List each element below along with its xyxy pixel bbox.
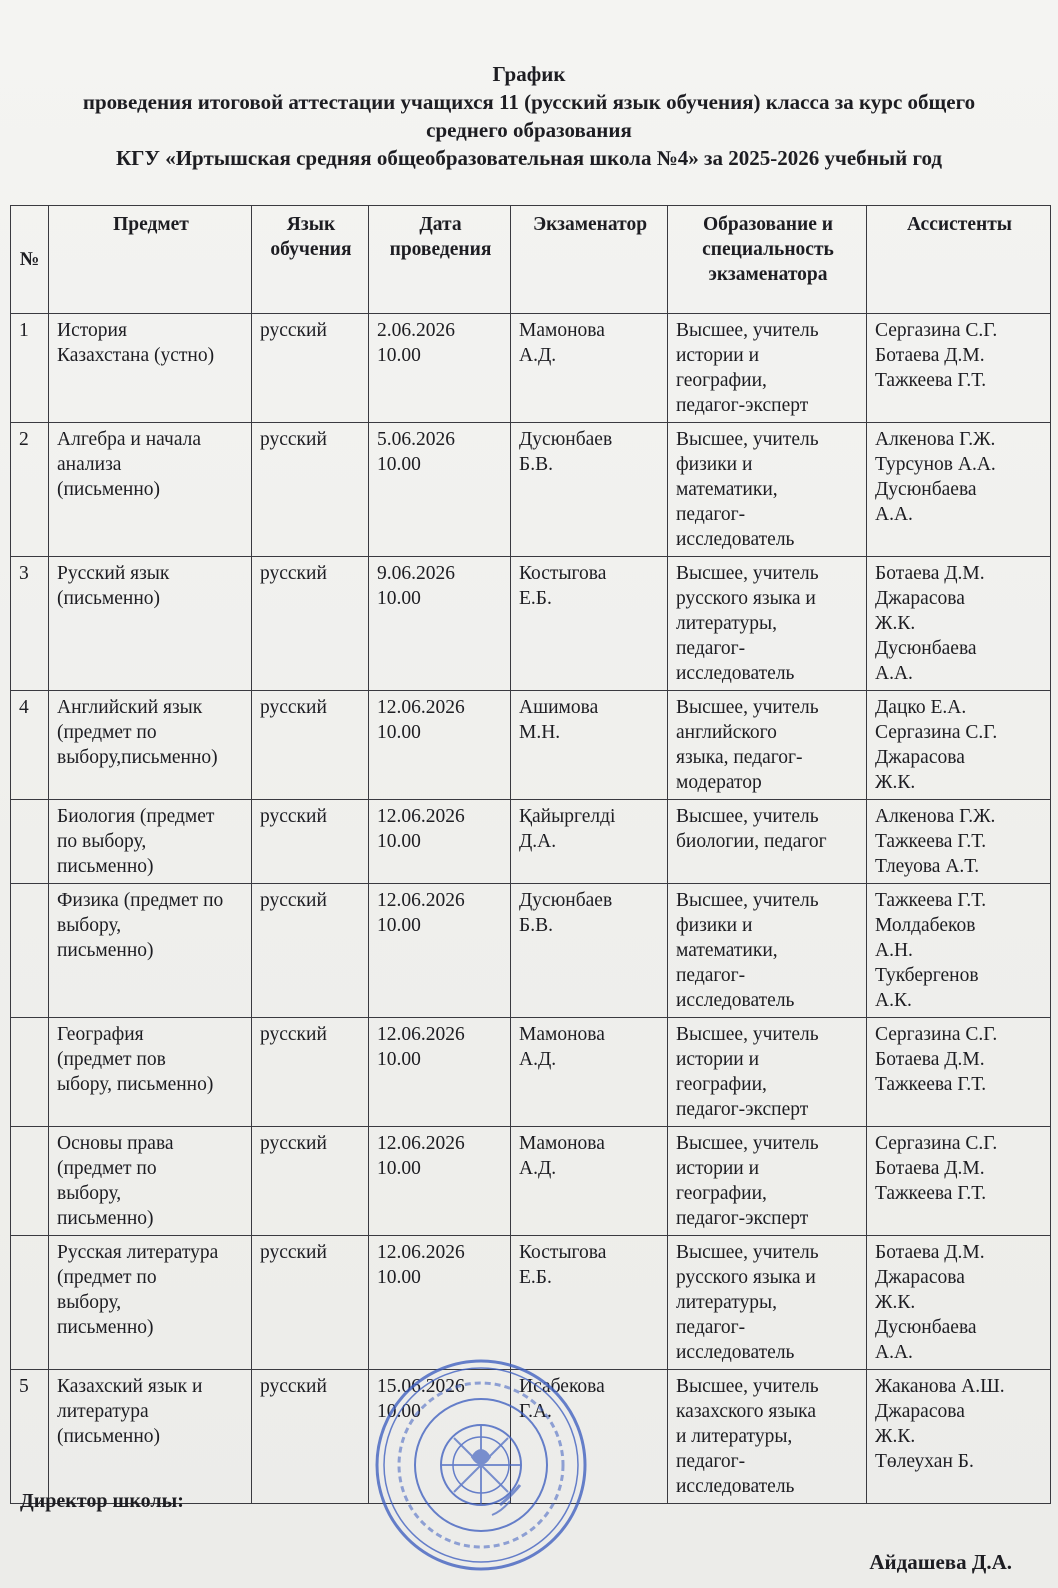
subject-cell	[49, 691, 252, 800]
education-cell-line: Высшее, учитель	[676, 1242, 819, 1263]
examiner-cell-line: Е.Б.	[519, 588, 552, 609]
education-cell-line: исследователь	[676, 663, 795, 684]
table-row	[11, 423, 1051, 557]
subject-cell-line: (предмет пов	[57, 1049, 166, 1070]
education-cell-line: литературы,	[676, 613, 777, 634]
header-label-line: Образование и	[702, 214, 834, 235]
header-label-line: Язык	[286, 214, 336, 235]
table-row	[11, 884, 1051, 1018]
subject-cell	[49, 557, 252, 691]
education-cell-line: литературы,	[676, 1292, 777, 1313]
date-cell-line: 10.00	[377, 1267, 421, 1288]
date-cell	[369, 1127, 511, 1236]
examiner-cell-line: Ашимова	[519, 697, 599, 718]
row-number	[11, 1127, 49, 1236]
date-cell-line: 12.06.2026	[377, 890, 465, 911]
assistants-cell-line: Джарасова	[875, 1401, 965, 1422]
subject-cell-line: выбору,	[57, 1292, 122, 1313]
official-seal-stamp	[372, 1355, 590, 1575]
table-body	[11, 314, 1051, 1504]
header-label-line: проведения	[389, 239, 492, 260]
assistants-cell	[867, 884, 1051, 1018]
education-cell-line: истории и	[676, 1049, 760, 1070]
education-cell-line: Высшее, учитель	[676, 320, 819, 341]
assistants-cell-line: Джарасова	[875, 588, 965, 609]
examiner-cell-line: А.Д.	[519, 1158, 557, 1179]
assistants-cell-line: Төлеухан Б.	[875, 1451, 974, 1472]
language-cell: русский	[252, 884, 369, 1018]
examiner-cell	[511, 884, 668, 1018]
examiner-cell	[511, 314, 668, 423]
date-cell-line: 15.06.2026	[377, 1376, 465, 1397]
header-assistants	[867, 206, 1051, 314]
assistants-cell-line: Сергазина С.Г.	[875, 1133, 998, 1154]
education-cell-line: русского языка и	[676, 588, 816, 609]
examiner-cell-line: Дусюнбаев	[519, 429, 613, 450]
education-cell-line: педагог-	[676, 1451, 746, 1472]
education-cell	[668, 691, 867, 800]
education-cell-line: Высшее, учитель	[676, 563, 819, 584]
education-cell-line: педагог-	[676, 638, 746, 659]
examiner-cell	[511, 557, 668, 691]
subject-cell-line: ыбору, письменно)	[57, 1074, 214, 1095]
examiner-cell-line: Б.В.	[519, 915, 553, 936]
date-cell-line: 12.06.2026	[377, 697, 465, 718]
assistants-cell-line: А.А.	[875, 663, 913, 684]
education-cell-line: языка, педагог-	[676, 747, 803, 768]
document-subtitle-line1: проведения итоговой аттестации учащихся 11 (русский язык обучения) класса за курс общего	[82, 90, 976, 114]
subject-cell	[49, 884, 252, 1018]
assistants-cell-line: Алкенова Г.Ж.	[875, 806, 996, 827]
date-cell-line: 10.00	[377, 1401, 421, 1422]
subject-cell-line: литература	[57, 1401, 149, 1422]
subject-cell	[49, 1370, 252, 1504]
subject-cell-line: Английский язык	[57, 697, 203, 718]
date-cell-line: 10.00	[377, 1049, 421, 1070]
education-cell-line: исследователь	[676, 1476, 795, 1497]
education-cell-line: казахского языка	[676, 1401, 817, 1422]
education-cell-line: математики,	[676, 940, 778, 961]
assistants-cell-line: Тажкеева Г.Т.	[875, 1074, 987, 1095]
language-cell: русский	[252, 314, 369, 423]
education-cell-line: истории и	[676, 1158, 760, 1179]
education-cell-line: педагог-эксперт	[676, 395, 809, 416]
assistants-cell-line: Джарасова	[875, 747, 965, 768]
assistants-cell-line: Ж.К.	[875, 1426, 916, 1447]
date-cell	[369, 423, 511, 557]
date-cell-line: 10.00	[377, 588, 421, 609]
assistants-cell-line: Дусюнбаева	[875, 638, 977, 659]
education-cell-line: математики,	[676, 479, 778, 500]
assistants-cell-line: А.А.	[875, 1342, 913, 1363]
assistants-cell-line: Ботаева Д.М.	[875, 1158, 985, 1179]
assistants-cell	[867, 1127, 1051, 1236]
assistants-cell-line: Тукбергенов	[875, 965, 979, 986]
examiner-cell-line: Мамонова	[519, 320, 605, 341]
date-cell-line: 10.00	[377, 831, 421, 852]
subject-cell-line: Казахский язык и	[57, 1376, 203, 1397]
subject-cell	[49, 1018, 252, 1127]
row-number	[11, 1236, 49, 1370]
date-cell-line: 12.06.2026	[377, 806, 465, 827]
date-cell	[369, 884, 511, 1018]
subject-cell-line: (предмет по	[57, 722, 157, 743]
subject-cell	[49, 800, 252, 884]
assistants-cell	[867, 423, 1051, 557]
assistants-cell	[867, 557, 1051, 691]
examiner-cell	[511, 1127, 668, 1236]
date-cell-line: 5.06.2026	[377, 429, 455, 450]
row-number: 1	[11, 314, 49, 423]
assistants-cell-line: Сергазина С.Г.	[875, 722, 998, 743]
subject-cell-line: письменно)	[57, 940, 154, 961]
header-label-line: обучения	[270, 239, 352, 260]
date-cell-line: 10.00	[377, 345, 421, 366]
subject-cell-line: Русская литература	[57, 1242, 219, 1263]
exam-schedule-table	[10, 205, 1051, 1504]
date-cell	[369, 800, 511, 884]
row-number	[11, 800, 49, 884]
subject-cell	[49, 1127, 252, 1236]
assistants-cell	[867, 314, 1051, 423]
examiner-cell	[511, 800, 668, 884]
row-number: 3	[11, 557, 49, 691]
education-cell-line: Высшее, учитель	[676, 1024, 819, 1045]
subject-cell-line: выбору,письменно)	[57, 747, 218, 768]
examiner-cell-line: Е.Б.	[519, 1267, 552, 1288]
subject-cell-line: Казахстана (устно)	[57, 345, 215, 366]
examiner-cell	[511, 691, 668, 800]
subject-cell-line: (предмет по	[57, 1158, 157, 1179]
assistants-cell-line: Жаканова А.Ш.	[875, 1376, 1005, 1397]
education-cell-line: Высшее, учитель	[676, 1376, 819, 1397]
subject-cell	[49, 1236, 252, 1370]
header-label-line: Ассистенты	[906, 214, 1013, 235]
date-cell	[369, 1018, 511, 1127]
document-subtitle-line2: среднего образования	[426, 118, 632, 142]
date-cell-line: 10.00	[377, 722, 421, 743]
header-date	[369, 206, 511, 314]
header-num: №	[11, 206, 49, 314]
header-label-line: экзаменатора	[708, 264, 828, 285]
education-cell	[668, 557, 867, 691]
education-cell-line: Высшее, учитель	[676, 697, 819, 718]
header-label-line: специальность	[702, 239, 834, 260]
examiner-cell-line: Мамонова	[519, 1133, 605, 1154]
row-number: 5	[11, 1370, 49, 1504]
date-cell-line: 12.06.2026	[377, 1024, 465, 1045]
examiner-cell-line: А.Д.	[519, 1049, 557, 1070]
date-cell	[369, 1236, 511, 1370]
assistants-cell-line: Тажкеева Г.Т.	[875, 1183, 987, 1204]
education-cell-line: педагог-эксперт	[676, 1208, 809, 1229]
subject-cell-line: (письменно)	[57, 588, 161, 609]
header-language	[252, 206, 369, 314]
examiner-cell-line: М.Н.	[519, 722, 561, 743]
table-header-row	[11, 206, 1051, 314]
assistants-cell-line: Ж.К.	[875, 613, 916, 634]
examiner-cell-line: Д.А.	[519, 831, 557, 852]
subject-cell-line: Основы права	[57, 1133, 174, 1154]
education-cell	[668, 1370, 867, 1504]
examiner-cell	[511, 1018, 668, 1127]
assistants-cell	[867, 1236, 1051, 1370]
row-number	[11, 1018, 49, 1127]
subject-cell-line: письменно)	[57, 856, 154, 877]
header-examiner	[511, 206, 668, 314]
assistants-cell-line: А.А.	[875, 504, 913, 525]
assistants-cell-line: А.Н.	[875, 940, 913, 961]
assistants-cell-line: Ж.К.	[875, 1292, 916, 1313]
subject-cell-line: (письменно)	[57, 479, 161, 500]
date-cell-line: 9.06.2026	[377, 563, 455, 584]
education-cell-line: педагог-эксперт	[676, 1099, 809, 1120]
language-cell: русский	[252, 1236, 369, 1370]
assistants-cell-line: Тажкеева Г.Т.	[875, 370, 987, 391]
examiner-cell-line: Б.В.	[519, 454, 553, 475]
language-cell: русский	[252, 557, 369, 691]
subject-cell-line: анализа	[57, 454, 122, 475]
subject-cell	[49, 423, 252, 557]
document-header	[0, 60, 1058, 172]
header-label-line: Предмет	[113, 214, 189, 235]
assistants-cell	[867, 800, 1051, 884]
education-cell	[668, 1127, 867, 1236]
subject-cell-line: письменно)	[57, 1208, 154, 1229]
education-cell-line: исследователь	[676, 529, 795, 550]
education-cell-line: исследователь	[676, 990, 795, 1011]
examiner-cell-line: Мамонова	[519, 1024, 605, 1045]
education-cell	[668, 884, 867, 1018]
education-cell	[668, 800, 867, 884]
education-cell	[668, 423, 867, 557]
subject-cell-line: (письменно)	[57, 1426, 161, 1447]
examiner-cell-line: Г.А.	[519, 1401, 552, 1422]
subject-cell-line: Русский язык	[57, 563, 170, 584]
subject-cell-line: История	[57, 320, 127, 341]
assistants-cell	[867, 1018, 1051, 1127]
assistants-cell-line: Тлеуова А.Т.	[875, 856, 980, 877]
subject-cell-line: письменно)	[57, 1317, 154, 1338]
assistants-cell-line: Сергазина С.Г.	[875, 320, 998, 341]
education-cell-line: биологии, педагог	[676, 831, 827, 852]
assistants-cell-line: Тажкеева Г.Т.	[875, 890, 987, 911]
date-cell-line: 2.06.2026	[377, 320, 455, 341]
director-name: Айдашева Д.А.	[869, 1550, 1012, 1574]
assistants-cell-line: Ботаева Д.М.	[875, 345, 985, 366]
subject-cell-line: Физика (предмет по	[57, 890, 224, 911]
education-cell-line: Высшее, учитель	[676, 890, 819, 911]
examiner-cell-line: Қайыргелді	[519, 806, 616, 827]
language-cell: русский	[252, 1018, 369, 1127]
date-cell-line: 10.00	[377, 1158, 421, 1179]
date-cell-line: 10.00	[377, 915, 421, 936]
table-row	[11, 800, 1051, 884]
education-cell-line: Высшее, учитель	[676, 429, 819, 450]
subject-cell-line: География	[57, 1024, 144, 1045]
document-title: График	[492, 62, 566, 86]
education-cell-line: исследователь	[676, 1342, 795, 1363]
education-cell-line: и литературы,	[676, 1426, 793, 1447]
date-cell	[369, 557, 511, 691]
header-subject	[49, 206, 252, 314]
education-cell-line: модератор	[676, 772, 762, 793]
education-cell-line: педагог-	[676, 965, 746, 986]
row-number	[11, 884, 49, 1018]
assistants-cell-line: Тажкеева Г.Т.	[875, 831, 987, 852]
examiner-cell	[511, 1236, 668, 1370]
education-cell-line: Высшее, учитель	[676, 806, 819, 827]
education-cell-line: физики и	[676, 915, 753, 936]
assistants-cell-line: Дусюнбаева	[875, 1317, 977, 1338]
education-cell-line: Высшее, учитель	[676, 1133, 819, 1154]
table-row	[11, 1236, 1051, 1370]
language-cell: русский	[252, 691, 369, 800]
date-cell-line: 10.00	[377, 454, 421, 475]
education-cell-line: географии,	[676, 370, 767, 391]
date-cell-line: 12.06.2026	[377, 1133, 465, 1154]
assistants-cell	[867, 1370, 1051, 1504]
examiner-cell-line: Костыгова	[519, 563, 607, 584]
date-cell-line: 12.06.2026	[377, 1242, 465, 1263]
subject-cell	[49, 314, 252, 423]
subject-cell-line: по выбору,	[57, 831, 147, 852]
assistants-cell-line: Дацко Е.А.	[875, 697, 967, 718]
assistants-cell	[867, 691, 1051, 800]
language-cell: русский	[252, 1127, 369, 1236]
table-row	[11, 1018, 1051, 1127]
subject-cell-line: выбору,	[57, 915, 122, 936]
education-cell-line: русского языка и	[676, 1267, 816, 1288]
education-cell-line: географии,	[676, 1074, 767, 1095]
examiner-cell	[511, 423, 668, 557]
language-cell: русский	[252, 800, 369, 884]
director-label: Директор школы:	[20, 1490, 184, 1512]
date-cell	[369, 314, 511, 423]
table-row	[11, 691, 1051, 800]
assistants-cell-line: Ботаева Д.М.	[875, 1049, 985, 1070]
assistants-cell-line: Сергазина С.Г.	[875, 1024, 998, 1045]
education-cell	[668, 1018, 867, 1127]
subject-cell-line: Биология (предмет	[57, 806, 215, 827]
assistants-cell-line: Алкенова Г.Ж.	[875, 429, 996, 450]
examiner-cell-line: Исабекова	[519, 1376, 605, 1397]
header-label-line: Дата	[419, 214, 462, 235]
assistants-cell-line: Дусюнбаева	[875, 479, 977, 500]
education-cell-line: физики и	[676, 454, 753, 475]
education-cell	[668, 314, 867, 423]
assistants-cell-line: А.К.	[875, 990, 912, 1011]
subject-cell-line: (предмет по	[57, 1267, 157, 1288]
language-cell: русский	[252, 423, 369, 557]
header-education	[668, 206, 867, 314]
subject-cell-line: выбору,	[57, 1183, 122, 1204]
date-cell	[369, 691, 511, 800]
education-cell-line: истории и	[676, 345, 760, 366]
assistants-cell-line: Ж.К.	[875, 772, 916, 793]
assistants-cell-line: Молдабеков	[875, 915, 976, 936]
subject-cell-line: Алгебра и начала	[57, 429, 202, 450]
education-cell-line: географии,	[676, 1183, 767, 1204]
table-row	[11, 314, 1051, 423]
header-label-line: Экзаменатор	[532, 214, 648, 235]
row-number: 4	[11, 691, 49, 800]
education-cell-line: английского	[676, 722, 777, 743]
examiner-cell-line: А.Д.	[519, 345, 557, 366]
row-number: 2	[11, 423, 49, 557]
education-cell-line: педагог-	[676, 1317, 746, 1338]
table-row	[11, 1127, 1051, 1236]
assistants-cell-line: Джарасова	[875, 1267, 965, 1288]
assistants-cell-line: Ботаева Д.М.	[875, 563, 985, 584]
table-row	[11, 557, 1051, 691]
examiner-cell-line: Дусюнбаев	[519, 890, 613, 911]
document-subtitle-line3: КГУ «Иртышская средняя общеобразовательная школа №4» за 2025-2026 учебный год	[115, 146, 943, 170]
education-cell	[668, 1236, 867, 1370]
assistants-cell-line: Ботаева Д.М.	[875, 1242, 985, 1263]
language-cell: русский	[252, 1370, 369, 1504]
education-cell-line: педагог-	[676, 504, 746, 525]
assistants-cell-line: Турсунов А.А.	[875, 454, 996, 475]
examiner-cell-line: Костыгова	[519, 1242, 607, 1263]
